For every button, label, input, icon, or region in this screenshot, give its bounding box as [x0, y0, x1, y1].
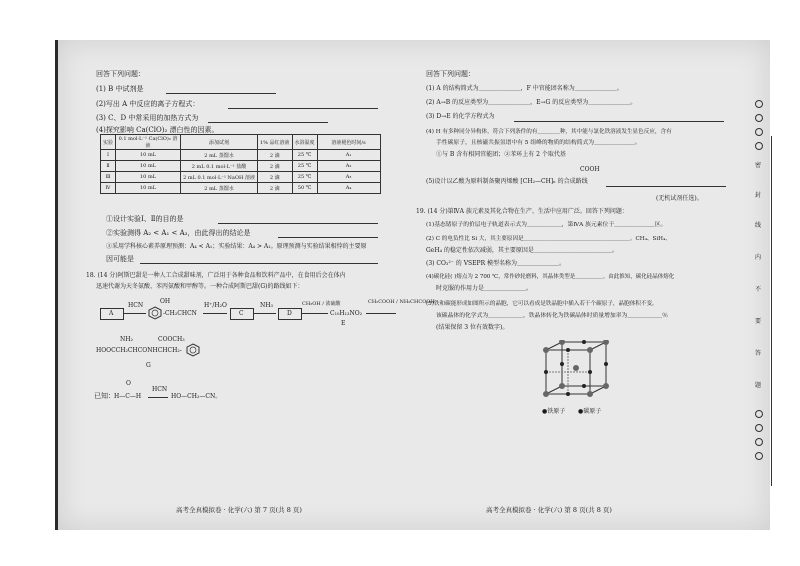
binding-hole	[755, 142, 763, 150]
right-q1: (1) A 的结构简式为＿＿＿＿＿＿＿，F 中官能团名称为＿＿＿＿＿＿＿。	[426, 85, 623, 92]
right-q4-line2: 手性碳原子，且核磁共振氢谱中有 5 组峰的物质的结构简式为＿＿＿＿＿＿＿。	[436, 140, 641, 146]
reaction-arrow	[148, 397, 168, 398]
binding-hole	[755, 424, 763, 432]
reagent-label: CH₃OH / 浓硫酸	[302, 301, 341, 307]
q18-line1: 18. (14 分)阿斯巴甜是一种人工合成甜味剂，广泛用于各种食品和饮料产品中，在食用后会在体内	[86, 272, 346, 279]
table-header: 0.1 mol·L⁻¹ Ca(ClO)₂ 溶液	[116, 135, 181, 150]
reaction-arrow	[124, 313, 146, 314]
table-header: 添加试剂	[181, 135, 258, 150]
binding-char: 线	[754, 222, 761, 229]
legend-fe: ●铁原子	[542, 408, 566, 415]
q19-2-line1: (2) C 的电负性比 Si 大，其主要原因是＿＿＿＿＿＿＿＿＿＿＿＿＿＿＿＿＿＿＿。CH₄、SiH₄、	[426, 236, 671, 242]
binding-char: 不	[754, 286, 761, 293]
right-q4-conditions: ①与 B 含有相同官能团；②苯环上有 2 个取代基	[436, 151, 566, 158]
binding-hole	[755, 128, 763, 136]
known-product: HO—CH₂—CN。	[171, 393, 222, 400]
reaction-arrow	[366, 313, 396, 314]
benzene-ring-icon	[148, 306, 162, 320]
oh-label: OH	[160, 298, 171, 305]
reaction-arrow	[302, 313, 328, 314]
table-row: Ⅲ 10 mL 2 mL 0.1 mol·L⁻¹ NaOH 溶液 2 滴 25 ℃ A₃	[101, 172, 381, 183]
right-q2: (2) A→B 的反应类型为＿＿＿＿＿＿＿，E→G 的反应类型为＿＿＿＿＿＿＿。	[426, 99, 637, 106]
binding-margin	[771, 136, 788, 486]
q19-5-line2: 该碳晶体的化学式为＿＿＿＿＿＿，铁晶体转化为铁碳晶体时质量增加率为＿＿＿＿＿＿％	[436, 313, 668, 319]
left-sub2: ②实验测得 A₂ < A₁ < A₃，由此得出的结论是	[106, 229, 251, 237]
exam-sheet	[55, 40, 770, 530]
left-q2: (2)写出 A 中反应的离子方程式：	[96, 100, 200, 108]
binding-char: 密	[754, 162, 761, 169]
footer-left: 高考全真模拟卷 · 化学(六) 第 7 页(共 8 页)	[176, 506, 302, 514]
answer-line	[208, 122, 328, 123]
compound-e-formula: C₁₀H₁₃NO₂	[330, 310, 363, 317]
binding-hole	[755, 410, 763, 418]
reagent-label: HCN	[128, 302, 144, 309]
binding-hole	[755, 114, 763, 122]
right-q5-note: (无机试剂任选)。	[656, 195, 703, 202]
q19-title: 19. (14 分)第ⅣA 族元素及其化合物在生产、生活中应用广泛。回答下列问题：	[416, 208, 628, 215]
reagent-label: H⁺/H₂O	[204, 302, 227, 309]
q18-line2: 迅速代谢为天冬氨酸、苯丙氨酸和甲醇等。一种合成阿斯巴甜(G)的路线如下：	[96, 283, 304, 290]
table-row: Ⅱ 10 mL 2 mL 0.1 mol·L⁻¹ 盐酸 2 滴 25 ℃ A₂	[101, 161, 381, 172]
binding-char: 封	[754, 192, 761, 199]
q19-5-line3: (结果保留 3 位有效数字)。	[436, 324, 509, 331]
answer-line	[228, 108, 378, 109]
left-q3: (3) C、D 中常采用的加热方式为	[96, 114, 199, 122]
reaction-arrow	[203, 313, 227, 314]
compound-g-label: G	[146, 362, 151, 369]
q19-5-line1: (5)铁和碳能形成如图所示的晶胞，它可以看成是铁晶胞中插入若干个碳原子，晶胞体积不变。	[426, 301, 658, 307]
table-header: 1% 品红溶液	[258, 135, 293, 150]
cooh-label: COOH	[580, 166, 600, 173]
benzene-ring-icon	[186, 343, 200, 357]
binding-char: 答	[754, 350, 761, 357]
left-sub3: ③采用学科核心素养原理预测：A₄ < A₁；实验结果：A₄ > A₁。原理预测与实验结果相悖的主要原	[106, 243, 367, 250]
right-q3: (3) D→E 的化学方程式为	[426, 113, 495, 120]
legend-c: ●碳原子	[578, 408, 602, 415]
q19-4-line1: (4)碳化硅( )熔点为 2 700 ℃，常作砂轮磨料，其晶体类型是＿＿＿＿＿。由此推知，碳化硅晶体熔化	[426, 274, 675, 280]
right-q4-line1: (4) H 有多种同分异构体，符合下列条件的有＿＿＿＿种，其中能与氯化铁溶液发生显色反应，含有	[426, 129, 672, 135]
binding-hole	[755, 452, 763, 460]
compound-box-a: A	[100, 308, 124, 320]
binding-char: 要	[754, 318, 761, 325]
binding-hole	[755, 438, 763, 446]
compound-box-d: D	[278, 308, 302, 320]
reagent-label: CH₂COOH / NH₂CHCOOH	[368, 299, 435, 305]
experiment-table	[100, 134, 381, 194]
table-header: 实验	[101, 135, 116, 150]
footer-right: 高考全真模拟卷 · 化学(六) 第 8 页(共 8 页)	[486, 506, 612, 514]
compound-g-formula: HOOCCH₂CHCONHCHCH₂-	[96, 347, 182, 354]
right-q5: (5)设计以乙酸为原料制备聚丙烯酸 [CH₂—CH]ₙ 的合成路线	[426, 178, 588, 185]
binding-char: 内	[754, 254, 761, 261]
compound-box-c: C	[230, 308, 254, 320]
nh2-label: NH₂	[120, 336, 133, 343]
cooch3-label: COOCH₃	[158, 336, 185, 343]
left-q1: (1) B 中试剂是	[96, 85, 144, 93]
crystal-cell-figure	[542, 340, 614, 406]
compound-e-label: E	[341, 320, 346, 327]
intermediate-b: -CH₂CHCN	[163, 310, 197, 317]
table-row: Ⅳ 10 mL 2 mL 蒸馏水 2 滴 50 ℃ A₄	[101, 183, 381, 194]
table-header: 溶液褪色时间/s	[317, 135, 380, 150]
left-sub3b: 因可能是	[106, 255, 134, 263]
binding-hole	[755, 100, 763, 108]
answer-line	[140, 263, 378, 264]
q19-3: (3) CO₃²⁻ 的 VSEPR 模型名称为＿＿＿＿＿＿＿。	[426, 260, 565, 267]
known-reagent: HCN	[152, 386, 168, 393]
reagent-label: NH₃	[260, 302, 273, 309]
answer-line	[514, 121, 724, 122]
answer-line	[606, 186, 726, 187]
answer-line	[218, 223, 378, 224]
left-intro: 回答下列问题：	[96, 70, 145, 78]
known-o-label: O	[126, 380, 131, 387]
known-reactant: H—C—H	[114, 393, 142, 400]
left-q4: (4)探究影响 Ca(ClO)₂ 漂白性的因素。	[96, 126, 219, 134]
q19-4-line2: 时克服的作用力是＿＿＿＿＿＿＿。	[436, 285, 533, 292]
q19-1: (1)基态锗原子的价层电子轨道表示式为＿＿＿＿＿＿，第ⅣA 族元素位于＿＿＿＿＿＿＿区。	[426, 222, 667, 228]
right-intro: 回答下列问题：	[426, 70, 475, 78]
table-row: Ⅰ 10 mL 2 mL 蒸馏水 2 滴 25 ℃ A₁	[101, 150, 381, 161]
known-label: 已知：	[94, 392, 115, 400]
binding-char: 题	[754, 382, 761, 389]
reaction-arrow	[254, 313, 276, 314]
answer-line	[166, 93, 276, 94]
answer-line	[278, 237, 378, 238]
q19-2-line2: GeH₄ 的稳定性依次减弱，其主要原因是＿＿＿＿＿＿＿＿＿＿＿＿＿。	[426, 247, 618, 254]
table-header: 水浴温度	[292, 135, 317, 150]
left-sub1: ①设计实验Ⅰ、Ⅱ的目的是	[106, 215, 184, 223]
